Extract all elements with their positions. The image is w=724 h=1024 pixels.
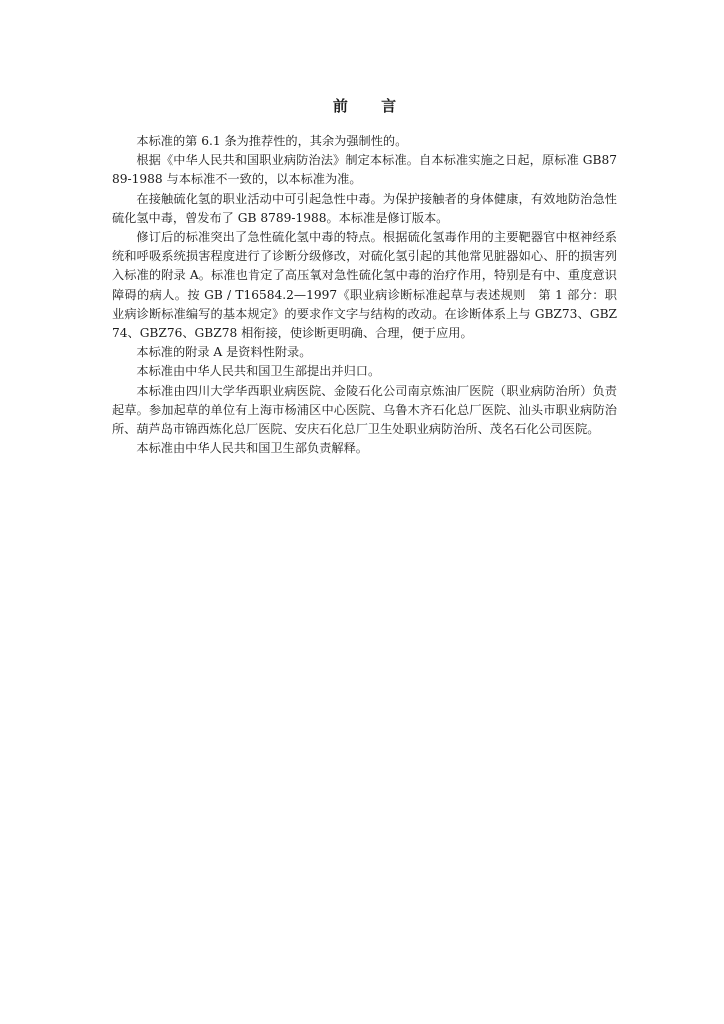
document-page	[112, 96, 617, 458]
paragraph-interpretation: 本标准由中华人民共和国卫生部负责解释。	[136, 441, 368, 456]
paragraph-appendix-note: 本标准的附录 A 是资料性附录。	[136, 345, 312, 360]
paragraph-legal-basis: 根据《中华人民共和国职业病防治法》制定本标准。自本标准实施之日起，原标准 GB8789-1988 与本标准不一致的，以本标准为准。	[112, 153, 617, 187]
page-title: 前 言	[332, 97, 411, 115]
paragraph-revision-notes: 修订后的标准突出了急性硫化氢中毒的特点。根据硫化氢毒作用的主要靶器官中枢神经系统和呼吸系统损害程度进行了诊断分级修改，对硫化氢引起的其他常见脏器如心、肝的损害列入标准的附录 A。标准也肯定了高压氧对急性硫化氢中毒的治疗作用，特别是有中、重度意识障碍的病人。按 GB / T16584.2—1997《职业病诊断标准起草与表述规则 第 1 部分：职业病诊断标准编写的基本规定》的要求作文字与结构的改动。在诊断体系上与 GBZ73、GBZ74、GBZ76、GBZ78 相衔接，使诊断更明确、合理，便于应用。	[112, 230, 617, 341]
paragraph-proposer: 本标准由中华人民共和国卫生部提出并归口。	[136, 364, 381, 379]
paragraph-drafters: 本标准由四川大学华西职业病医院、金陵石化公司南京炼油厂医院（职业病防治所）负责起草。参加起草的单位有上海市杨浦区中心医院、乌鲁木齐石化总厂医院、汕头市职业病防治所、葫芦岛市锦西炼化总厂医院、安庆石化总厂卫生处职业病防治所、茂名石化公司医院。	[112, 383, 617, 437]
paragraph-background: 在接触硫化氢的职业活动中可引起急性中毒。为保护接触者的身体健康，有效地防治急性硫化氢中毒，曾发布了 GB 8789-1988。本标准是修订版本。	[112, 191, 617, 225]
paragraph-recommended-clause: 本标准的第 6.1 条为推荐性的，其余为强制性的。	[136, 134, 408, 148]
